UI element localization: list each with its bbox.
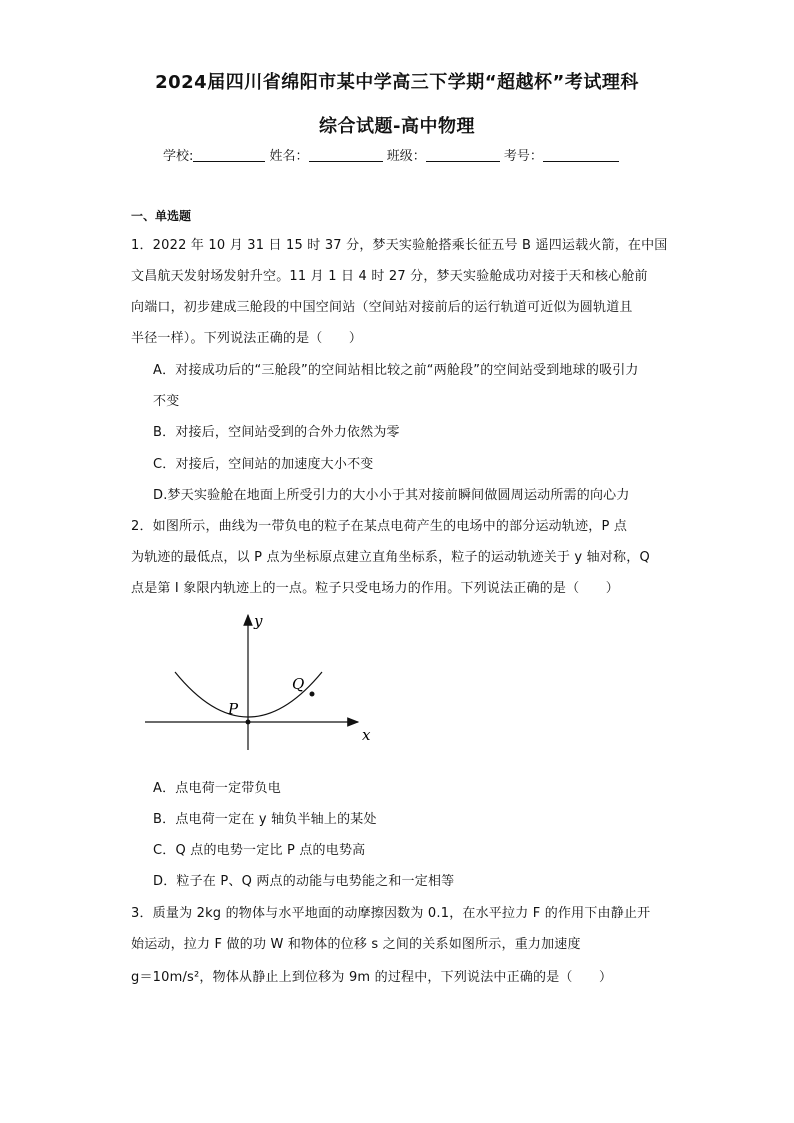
q2-line-2: 为轨迹的最低点，以 P 点为坐标原点建立直角坐标系，粒子的运动轨迹关于 y 轴对称，Q [131,550,650,565]
q3-line-1: 3．质量为 2kg 的物体与水平地面的动摩擦因数为 0.1，在水平拉力 F 的作用下由静止开 [131,906,651,921]
q3-line-3: g＝10m/s²，物体从静止上到位移为 9m 的过程中，下列说法中正确的是（ ） [131,970,613,985]
q1-line-3: 向端口，初步建成三舱段的中国空间站（空间站对接前后的运行轨道可近似为圆轨道且 [131,300,633,315]
trajectory-diagram [140,610,380,760]
class-label: 班级： [386,149,426,164]
q1-option-a: A．对接成功后的“三舱段”的空间站相比较之前“两舱段”的空间站受到地球的吸引力 [153,363,639,378]
q1-option-a-cont: 不变 [153,394,180,409]
name-label: 姓名： [269,149,309,164]
q1-line-2: 文昌航天发射场发射升空。11 月 1 日 4 时 27 分，梦天实验舱成功对接于天和核心舱前 [131,269,648,284]
exam-title-line1: 2024届四川省绵阳市某中学高三下学期“超越杯”考试理科 [155,72,639,93]
y-axis-label: y [254,612,263,630]
point-q [310,692,315,697]
q1-option-c: C．对接后，空间站的加速度大小不变 [153,457,374,472]
trajectory-figure [140,610,380,760]
q1-line-4: 半径一样）。下列说法正确的是（ ） [131,331,363,346]
q2-line-3: 点是第 I 象限内轨迹上的一点。粒子只受电场力的作用。下列说法正确的是（ ） [131,581,619,596]
q-label: Q [292,675,305,693]
school-label: 学校: [163,149,194,164]
q2-option-c: C．Q 点的电势一定比 P 点的电势高 [153,843,366,858]
q2-option-b: B．点电荷一定在 y 轴负半轴上的某处 [153,812,377,827]
q1-option-d: D.梦天实验舱在地面上所受引力的大小小于其对接前瞬间做圆周运动所需的向心力 [153,488,630,503]
id-blank[interactable] [543,148,619,162]
school-blank[interactable] [193,148,265,162]
name-blank[interactable] [309,148,383,162]
q1-line-1: 1．2022 年 10 月 31 日 15 时 37 分，梦天实验舱搭乘长征五号 B 遥四运载火箭，在中国 [131,238,668,253]
point-p [246,720,251,725]
class-blank[interactable] [426,148,500,162]
q2-line-1: 2．如图所示，曲线为一带负电的粒子在某点电荷产生的电场中的部分运动轨迹，P 点 [131,519,628,534]
q1-option-b: B．对接后，空间站受到的合外力依然为零 [153,425,400,440]
x-axis-label: x [362,726,371,744]
id-label: 考号： [503,149,543,164]
exam-title-line2: 综合试题-高中物理 [319,116,475,137]
q2-option-a: A．点电荷一定带负电 [153,781,281,796]
q2-option-d: D．粒子在 P、Q 两点的动能与电势能之和一定相等 [153,874,455,889]
q3-line-2: 始运动，拉力 F 做的功 W 和物体的位移 s 之间的关系如图所示，重力加速度 [131,937,581,952]
student-info-row [163,145,619,164]
p-label: P [228,700,239,718]
section-title: 一、单选题 [131,209,192,223]
